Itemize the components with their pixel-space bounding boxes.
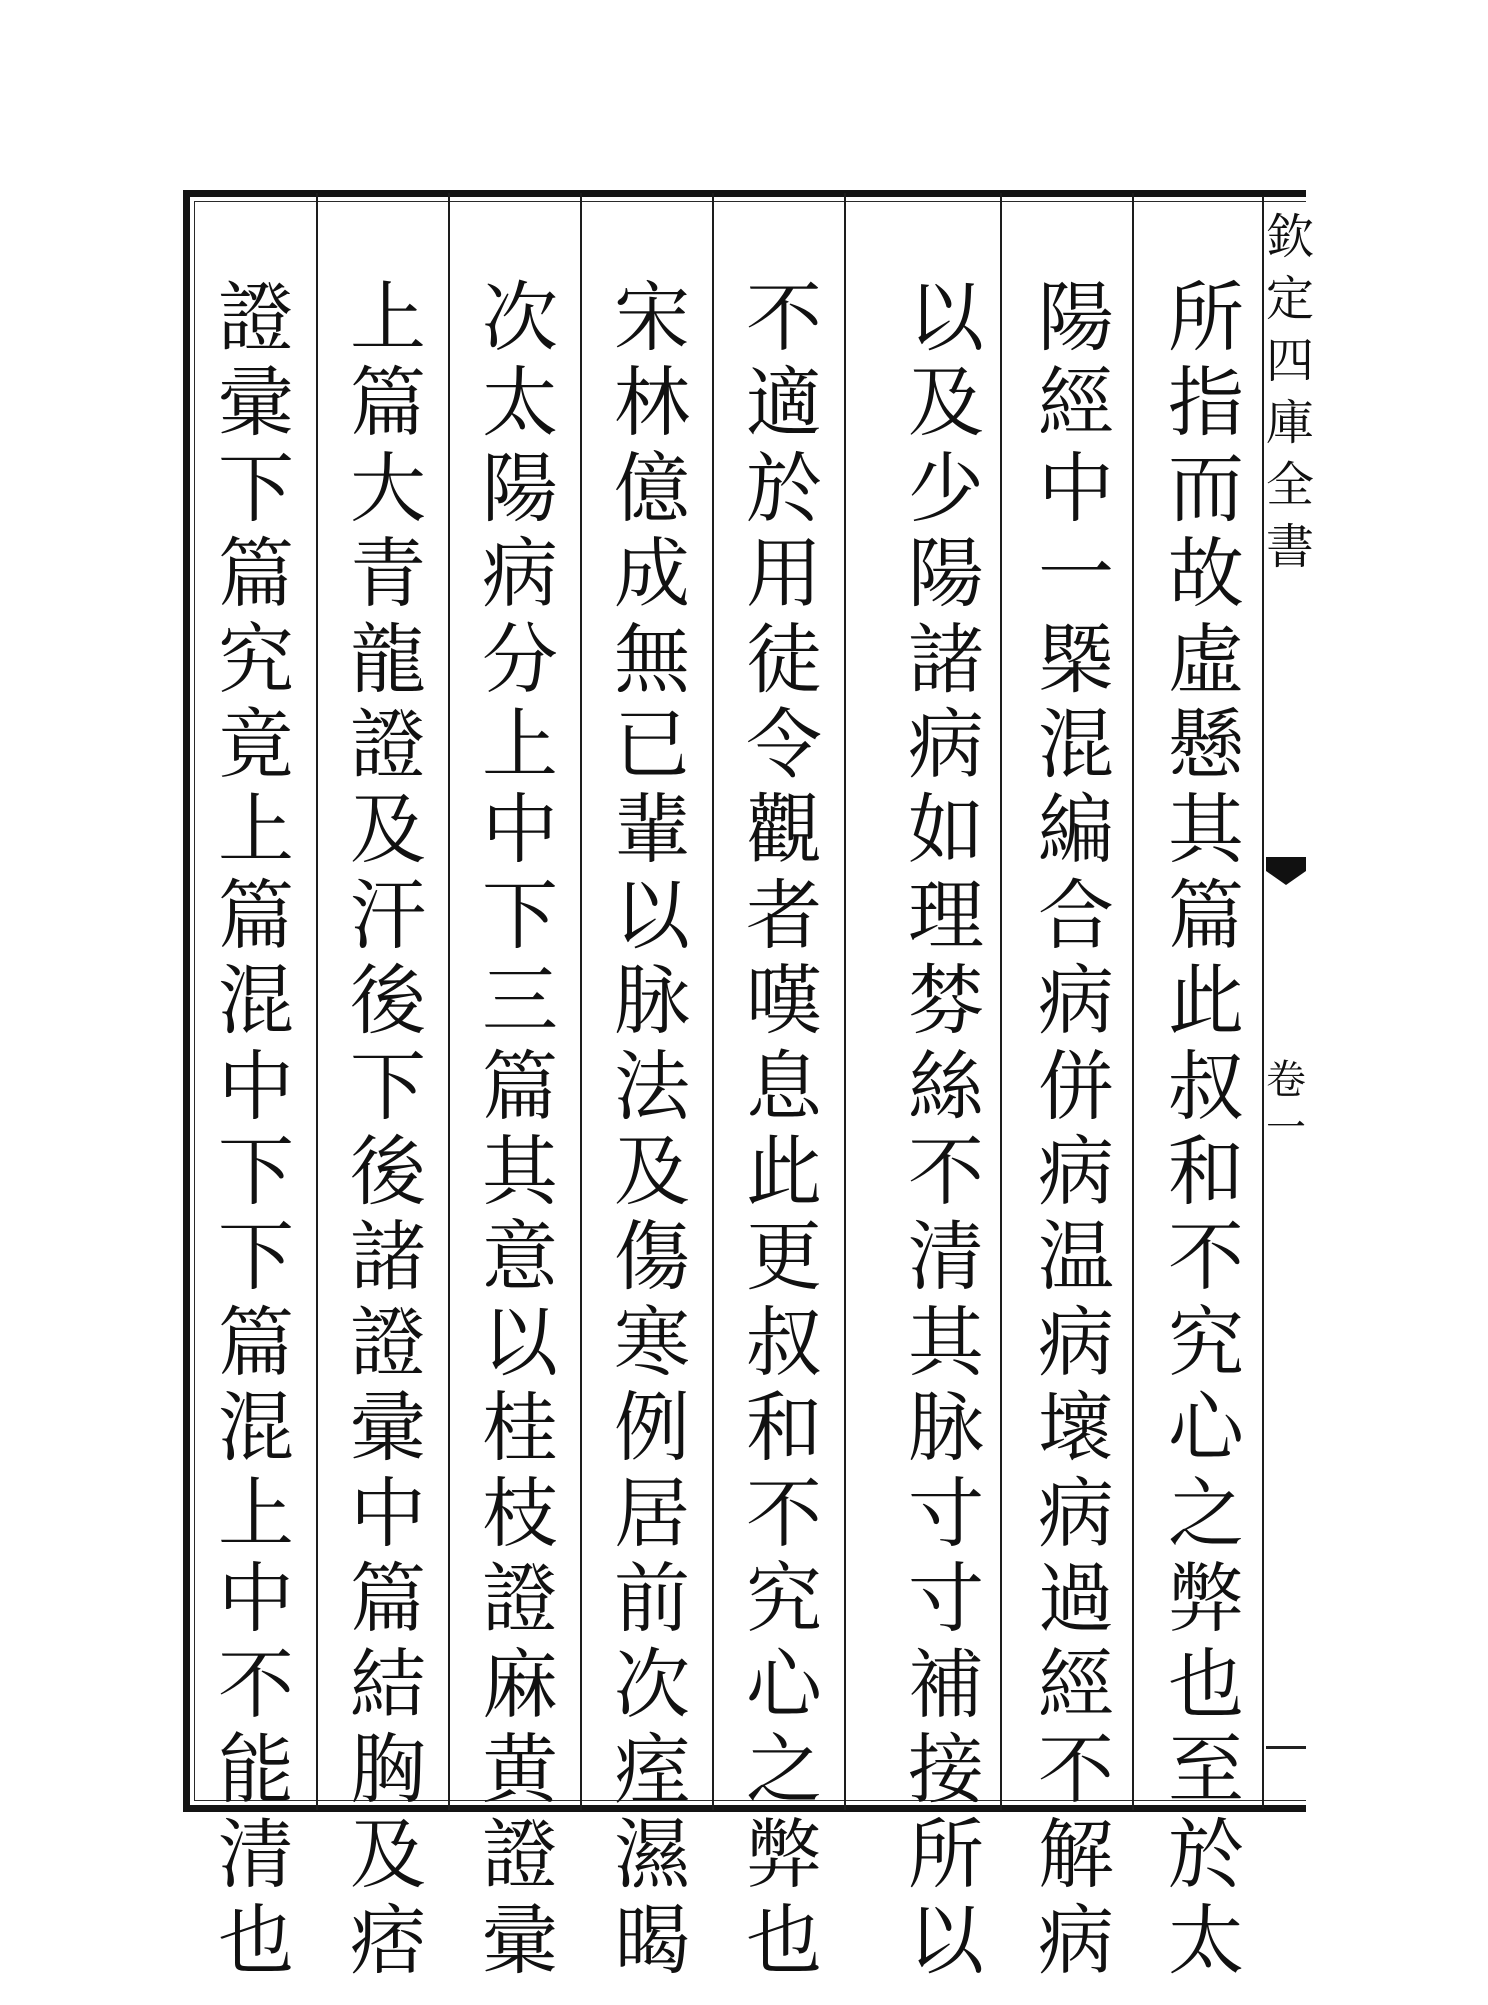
glyph: 究 xyxy=(746,1554,822,1644)
glyph: 能 xyxy=(218,1724,294,1814)
glyph: 黄 xyxy=(482,1724,558,1814)
glyph: 次 xyxy=(614,1639,690,1729)
glyph: 混 xyxy=(1038,700,1114,790)
glyph: 經 xyxy=(1038,1639,1114,1729)
glyph: 中 xyxy=(1038,443,1114,533)
glyph: 合 xyxy=(1038,870,1114,960)
glyph: 篇 xyxy=(218,529,294,619)
glyph: 此 xyxy=(1168,956,1244,1046)
glyph: 病 xyxy=(1038,1468,1114,1558)
glyph: 也 xyxy=(218,1895,294,1985)
glyph: 不 xyxy=(746,1468,822,1558)
glyph: 以 xyxy=(908,273,984,362)
glyph: 陽 xyxy=(1038,273,1114,362)
glyph: 法 xyxy=(614,1041,690,1131)
glyph: 更 xyxy=(746,1212,822,1302)
glyph: 證 xyxy=(350,700,426,790)
glyph: 病 xyxy=(1038,1895,1114,1985)
glyph: 過 xyxy=(1038,1554,1114,1644)
glyph: 下 xyxy=(482,870,558,960)
glyph: 和 xyxy=(1168,1127,1244,1217)
glyph: 之 xyxy=(1168,1468,1244,1558)
glyph: 宋 xyxy=(614,273,690,362)
glyph: 證 xyxy=(482,1554,558,1644)
glyph: 定 xyxy=(1266,271,1315,327)
glyph: 而 xyxy=(1168,443,1244,533)
glyph: 欽 xyxy=(1266,209,1315,265)
glyph: 四 xyxy=(1266,333,1315,389)
glyph: 例 xyxy=(614,1383,690,1473)
glyph: 此 xyxy=(746,1127,822,1217)
glyph: 後 xyxy=(350,956,426,1046)
glyph: 上 xyxy=(350,273,426,362)
glyph: 也 xyxy=(1168,1639,1244,1729)
glyph: 暍 xyxy=(614,1895,690,1985)
glyph: 叔 xyxy=(746,1297,822,1387)
glyph: 及 xyxy=(908,358,984,448)
glyph: 不 xyxy=(218,1639,294,1729)
glyph: 三 xyxy=(482,956,558,1046)
glyph: 濕 xyxy=(614,1810,690,1900)
glyph: 卷 xyxy=(1266,1057,1306,1103)
glyph: 彚 xyxy=(482,1895,558,1985)
glyph: 及 xyxy=(350,785,426,875)
glyph: 寸 xyxy=(908,1554,984,1644)
glyph: 後 xyxy=(350,1127,426,1217)
glyph: 證 xyxy=(218,273,294,362)
glyph: 令 xyxy=(746,700,822,790)
glyph: 寸 xyxy=(908,1468,984,1558)
glyph: 弊 xyxy=(1168,1554,1244,1644)
column-rule xyxy=(580,193,582,1810)
glyph: 無 xyxy=(614,614,690,704)
glyph: 胸 xyxy=(350,1724,426,1814)
glyph: 證 xyxy=(482,1810,558,1900)
glyph: 經 xyxy=(1038,358,1114,448)
glyph: 故 xyxy=(1168,529,1244,619)
glyph: 不 xyxy=(908,1127,984,1217)
glyph: 居 xyxy=(614,1468,690,1558)
glyph: 已 xyxy=(614,700,690,790)
margin-strip xyxy=(1262,196,1315,1808)
glyph: 林 xyxy=(614,358,690,448)
glyph: 青 xyxy=(350,529,426,619)
glyph: 意 xyxy=(482,1212,558,1302)
glyph: 於 xyxy=(1168,1810,1244,1900)
text-column-2 xyxy=(1022,273,1130,1985)
glyph: 寒 xyxy=(614,1297,690,1387)
glyph: 大 xyxy=(350,443,426,533)
glyph: 及 xyxy=(614,1127,690,1217)
glyph: 庫 xyxy=(1266,395,1315,451)
glyph: 輩 xyxy=(614,785,690,875)
margin-book-title xyxy=(1266,206,1315,578)
glyph: 中 xyxy=(218,1041,294,1131)
glyph: 中 xyxy=(482,785,558,875)
glyph: 其 xyxy=(482,1127,558,1217)
glyph: 病 xyxy=(1038,1297,1114,1387)
glyph: 不 xyxy=(1168,1212,1244,1302)
glyph: 壞 xyxy=(1038,1383,1114,1473)
glyph: 一 xyxy=(1038,529,1114,619)
glyph: 所 xyxy=(1168,273,1244,362)
glyph: 補 xyxy=(908,1639,984,1729)
glyph: 分 xyxy=(482,614,558,704)
glyph: 太 xyxy=(1168,1895,1244,1985)
glyph: 篇 xyxy=(218,1297,294,1387)
glyph: 於 xyxy=(746,443,822,533)
glyph: 億 xyxy=(614,443,690,533)
text-column-7 xyxy=(334,273,442,1985)
glyph: 究 xyxy=(218,614,294,704)
glyph: 其 xyxy=(1168,785,1244,875)
glyph: 下 xyxy=(218,1212,294,1302)
glyph: 究 xyxy=(1168,1297,1244,1387)
column-rule xyxy=(1132,193,1134,1810)
glyph: 中 xyxy=(218,1554,294,1644)
glyph: 篇 xyxy=(1168,870,1244,960)
glyph: 上 xyxy=(482,700,558,790)
glyph: 和 xyxy=(746,1383,822,1473)
column-rule xyxy=(712,193,714,1810)
text-column-6 xyxy=(466,273,574,1985)
glyph: 用 xyxy=(746,529,822,619)
glyph: 痞 xyxy=(350,1895,426,1985)
glyph: 嘆 xyxy=(746,956,822,1046)
glyph: 陽 xyxy=(482,443,558,533)
glyph: 彚 xyxy=(350,1383,426,1473)
glyph: 篇 xyxy=(350,358,426,448)
glyph: 清 xyxy=(218,1810,294,1900)
glyph: 陽 xyxy=(908,529,984,619)
glyph: 清 xyxy=(908,1212,984,1302)
text-column-3 xyxy=(892,273,1000,1985)
glyph: 其 xyxy=(908,1297,984,1387)
glyph: 中 xyxy=(350,1468,426,1558)
glyph: 脉 xyxy=(614,956,690,1046)
glyph: 彚 xyxy=(218,358,294,448)
glyph: 所 xyxy=(908,1810,984,1900)
glyph: 徒 xyxy=(746,614,822,704)
glyph: 併 xyxy=(1038,1041,1114,1131)
glyph: 病 xyxy=(908,700,984,790)
glyph: 全 xyxy=(1266,457,1315,513)
glyph: 心 xyxy=(746,1639,822,1729)
glyph: 前 xyxy=(614,1554,690,1644)
column-rule xyxy=(1000,193,1002,1810)
glyph: 如 xyxy=(908,785,984,875)
glyph: 指 xyxy=(1168,358,1244,448)
glyph: 心 xyxy=(1168,1383,1244,1473)
glyph: 結 xyxy=(350,1639,426,1729)
glyph: 以 xyxy=(482,1297,558,1387)
glyph: 下 xyxy=(350,1041,426,1131)
glyph: 虛 xyxy=(1168,614,1244,704)
glyph: 弊 xyxy=(746,1810,822,1900)
column-rule xyxy=(448,193,450,1810)
glyph: 太 xyxy=(482,358,558,448)
glyph: 竟 xyxy=(218,700,294,790)
glyph: 混 xyxy=(218,956,294,1046)
glyph: 龍 xyxy=(350,614,426,704)
glyph: 篇 xyxy=(482,1041,558,1131)
glyph: 桂 xyxy=(482,1383,558,1473)
glyph: 至 xyxy=(1168,1724,1244,1814)
glyph: 諸 xyxy=(908,614,984,704)
text-column-4 xyxy=(730,273,838,1985)
glyph: 一 xyxy=(1266,1105,1306,1151)
fish-tail-mark-icon xyxy=(1266,851,1306,891)
glyph: 觀 xyxy=(746,785,822,875)
glyph: 絲 xyxy=(908,1041,984,1131)
column-rule xyxy=(316,193,318,1810)
glyph: 枝 xyxy=(482,1468,558,1558)
glyph: 傷 xyxy=(614,1212,690,1302)
glyph: 息 xyxy=(746,1041,822,1131)
margin-volume-label xyxy=(1266,1056,1306,1152)
glyph: 以 xyxy=(614,870,690,960)
glyph: 及 xyxy=(350,1810,426,1900)
glyph: 上 xyxy=(218,1468,294,1558)
glyph: 上 xyxy=(218,785,294,875)
glyph: 槩 xyxy=(1038,614,1114,704)
glyph: 少 xyxy=(908,443,984,533)
glyph: 理 xyxy=(908,870,984,960)
glyph: 證 xyxy=(350,1297,426,1387)
column-rule xyxy=(844,193,846,1810)
glyph: 不 xyxy=(746,273,822,362)
glyph: 成 xyxy=(614,529,690,619)
glyph: 之 xyxy=(746,1724,822,1814)
glyph: 懸 xyxy=(1168,700,1244,790)
glyph: 病 xyxy=(1038,1127,1114,1217)
glyph: 下 xyxy=(218,443,294,533)
glyph: 下 xyxy=(218,1127,294,1217)
glyph: 諸 xyxy=(350,1212,426,1302)
glyph: 編 xyxy=(1038,785,1114,875)
glyph: 者 xyxy=(746,870,822,960)
glyph: 篇 xyxy=(350,1554,426,1644)
glyph: 棼 xyxy=(908,956,984,1046)
margin-tick xyxy=(1266,1746,1306,1749)
glyph: 脉 xyxy=(908,1383,984,1473)
glyph: 麻 xyxy=(482,1639,558,1729)
glyph: 痓 xyxy=(614,1724,690,1814)
text-column-8 xyxy=(202,273,310,1985)
glyph: 以 xyxy=(908,1895,984,1985)
glyph: 次 xyxy=(482,273,558,362)
glyph: 病 xyxy=(1038,956,1114,1046)
glyph: 書 xyxy=(1266,519,1315,575)
glyph: 叔 xyxy=(1168,1041,1244,1131)
glyph: 混 xyxy=(218,1383,294,1473)
glyph: 解 xyxy=(1038,1810,1114,1900)
text-column-1 xyxy=(1152,273,1260,1985)
glyph: 適 xyxy=(746,358,822,448)
glyph: 也 xyxy=(746,1895,822,1985)
glyph: 不 xyxy=(1038,1724,1114,1814)
glyph: 篇 xyxy=(218,870,294,960)
text-column-5 xyxy=(598,273,706,1985)
glyph: 病 xyxy=(482,529,558,619)
glyph: 温 xyxy=(1038,1212,1114,1302)
glyph: 汗 xyxy=(350,870,426,960)
glyph: 接 xyxy=(908,1724,984,1814)
